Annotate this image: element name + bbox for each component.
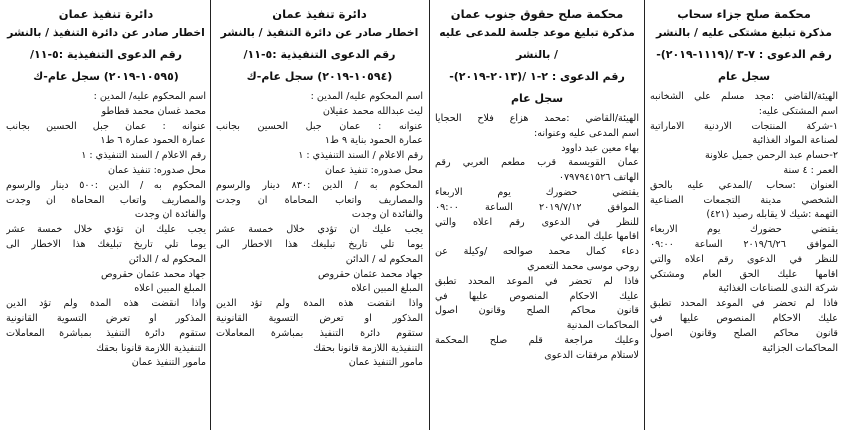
text-line: الموافق ٢٠١٩/٧/١٢ الساعة ٠٩:٠٠ [435, 201, 639, 213]
notice-body [435, 112, 639, 364]
text-line: قانون محاكم الصلح وقانون اصول [435, 305, 639, 317]
text-line: المحكوم به / الدين :٨٣٠ دينار والرسوم [216, 179, 423, 191]
notice-heading: مذكرة تبليغ موعد جلسة للمدعى عليه [439, 26, 635, 39]
text-line: عمان القويسمة قرب مطعم العربي رقم [435, 157, 639, 169]
text-line: للنظر في الدعوى رقم اعلاه والتي [435, 216, 639, 228]
notice-heading: اخطار صادر عن دائرة التنفيذ / بالنشر [7, 26, 205, 39]
text-line: يقتضي حضورك يوم الاربعاء [435, 186, 639, 198]
text-line: المحاكمات المدنية [566, 320, 639, 332]
text-line: روحي موسى محمد التعمري [527, 260, 639, 272]
text-line: الهاتف ٠٧٩٧٩٤١٥٢٦ [558, 172, 639, 184]
text-line: ٢-حسام عبد الرحمن جميل علاونة [704, 150, 838, 162]
text-line: الهيئة/القاضي :محمد هزاع فلاح الحجايا [435, 113, 639, 124]
text-line: الشخصي مدينة التجمعات الصناعية [650, 194, 838, 206]
text-line: بهاء معين عبد داوود [561, 142, 639, 154]
case-number: رقم الدعوى : ٧-٣ /(١١١٩-٢٠١٩)- [656, 48, 832, 61]
notice-body [650, 90, 838, 356]
text-line: والفائدة ان وجدت [134, 209, 206, 221]
text-line: المبلغ المبين اعلاه [134, 283, 206, 295]
case-number: رقم الدعوى التنفيذية :٥-١١/ [243, 48, 396, 61]
text-line: محل صدوره: تنفيذ عمان [324, 164, 423, 176]
text-line: لصناعة المواد الغذائية [752, 135, 838, 147]
text-line: المبلغ المبين اعلاه [351, 283, 423, 295]
text-line: يجب عليك ان تؤدي خلال خمسة عشر [216, 224, 423, 236]
column-rule [210, 0, 211, 430]
text-line: عليك الاحكام المنصوص عليها في [435, 290, 639, 302]
text-line: العمر : ٤ سنة [783, 164, 838, 176]
notice-body [216, 90, 423, 371]
text-line: اقامها عليك المدعي [560, 231, 639, 243]
text-line: محمد غسان محمد قطاطو [101, 105, 206, 117]
text-line: التنفيذية اللازمة قانونا بحقك [313, 342, 423, 354]
text-line: المحكوم له / الدائن [128, 253, 206, 265]
notice-heading: اخطار صادر عن دائرة التنفيذ / بالنشر [220, 26, 419, 39]
text-line: المحكوم به / الدين :٥٠٠ دينار والرسوم [6, 179, 206, 191]
register-label: سجل عام [510, 92, 564, 105]
text-line: ستقوم دائرة التنفيذ بمباشرة المعاملات [6, 327, 206, 339]
notice-body [6, 90, 206, 371]
text-line: عنوانه : عمان جبل الحسين بجانب [6, 120, 206, 132]
text-line: شركة الندى للصناعات الغذائية [718, 283, 838, 295]
text-line: اسم المشتكى عليه: [758, 105, 838, 117]
text-line: يقتضي حضورك يوم الاربعاء [650, 224, 838, 236]
text-line: فاذا لم تحضر في الموعد المحدد تطبق [650, 298, 838, 310]
text-line: العنوان :سحاب /المدعي عليه بالحق [650, 179, 838, 191]
case-number-continued: (١٠٥٩٥-٢٠١٩) سجل عام-ك [33, 70, 179, 83]
text-line: اسم المدعى عليه وعنوانه: [534, 127, 639, 139]
text-line: اسم المحكوم عليه/ المدين : [93, 91, 206, 102]
text-line: ليث عبدالله محمد عقيلان [322, 105, 423, 117]
text-line: اسم المحكوم عليه/ المدين : [310, 91, 423, 102]
text-line: يجب عليك ان تؤدي خلال خمسة عشر [6, 224, 206, 236]
text-line: واذا انقضت هذه المدة ولم تؤد الدين [6, 298, 206, 310]
text-line: جهاد محمد عثمان حقروص [100, 268, 206, 280]
column-rule [429, 0, 430, 430]
text-line: عمارة الحمود بناية ٩ ط١ [324, 135, 423, 147]
text-line: للنظر في الدعوى رقم اعلاه والتي [650, 253, 838, 265]
text-line: رقم الاعلام / السند التنفيذي : ١ [81, 150, 206, 162]
notice-court-south-amman [435, 0, 639, 430]
text-line: محل صدوره: تنفيذ عمان [107, 164, 206, 176]
text-line: يوما تلي تاريخ تبليغك هذا الاخطار الى [6, 238, 206, 250]
notice-title: دائرة تنفيذ عمان [272, 7, 367, 21]
notice-heading-continued: / بالنشر [516, 48, 558, 61]
text-line: فاذا لم تحضر في الموعد المحدد تطبق [435, 275, 639, 287]
case-number: رقم الدعوى : ٢-١ /(٢٠١٣-٢٠١٩)- [449, 70, 625, 83]
text-line: التهمة :شيك لا يقابله رصيد (٤٢١) [706, 209, 838, 221]
register-label: سجل عام [717, 70, 771, 83]
text-line: جهاد محمد عثمان حقروص [317, 268, 423, 280]
text-line: الموافق ٢٠١٩/٦/٢٦ الساعة ٠٩:٠٠ [650, 238, 838, 250]
notice-title: محكمة صلح حقوق جنوب عمان [450, 7, 624, 21]
text-line: والفائدة ان وجدت [351, 209, 423, 221]
text-line: المحاكمات الجزائية [762, 342, 838, 354]
text-line: والمصاريف واتعاب المحاماة ان وجدت [216, 194, 423, 206]
notice-execution-10594 [216, 0, 423, 430]
notice-title: دائرة تنفيذ عمان [58, 7, 154, 21]
text-line: رقم الاعلام / السند التنفيذي : ١ [298, 150, 423, 162]
text-line: وعليك مراجعة قلم صلح المحكمة [435, 334, 639, 346]
text-line: دعاء كمال محمد صوالحه /وكيلة عن [435, 246, 639, 258]
text-line: عليك الاحكام المنصوص عليها في [650, 312, 838, 324]
text-line: ستقوم دائرة التنفيذ بمباشرة المعاملات [216, 327, 423, 339]
case-number-continued: (١٠٥٩٤-٢٠١٩) سجل عام-ك [246, 70, 393, 83]
text-line: عنوانه : عمان جبل الحسين بجانب [216, 120, 423, 132]
text-line: لاستلام مرفقات الدعوى [544, 349, 639, 361]
notice-court-sahab [650, 0, 838, 430]
signature-line: مامور التنفيذ عمان [348, 357, 423, 369]
text-line: ١-شركة المنتجات الاردنية الاماراتية [650, 120, 838, 132]
text-line: والمصاريف واتعاب المحاماة ان وجدت [6, 194, 206, 206]
notice-execution-10595 [6, 0, 206, 430]
text-line: التنفيذية اللازمة قانونا بحقك [96, 342, 206, 354]
text-line: عمارة الحمود عمارة ٦ ط١ [100, 135, 206, 147]
text-line: الهيئة/القاضي :مجد مسلم علي الشخانبه [650, 91, 838, 102]
text-line: واذا انقضت هذه المدة ولم تؤد الدين [216, 298, 423, 310]
notice-heading: مذكرة تبليغ مشتكى عليه / بالنشر [656, 26, 832, 39]
text-line: المذكور او تعرض التسوية القانونية [6, 312, 206, 324]
text-line: المحكوم له / الدائن [345, 253, 423, 265]
text-line: اقامها عليك الحق العام ومشتكي [650, 268, 838, 280]
case-number: رقم الدعوى التنفيذية :٥-١١/ [29, 48, 182, 61]
notice-title: محكمة صلح جزاء سحاب [677, 7, 811, 21]
text-line: المذكور او تعرض التسوية القانونية [216, 312, 423, 324]
column-rule [644, 0, 645, 430]
text-line: قانون محاكم الصلح وقانون اصول [650, 327, 838, 339]
text-line: يوما تلي تاريخ تبليغك هذا الاخطار الى [216, 238, 423, 250]
signature-line: مامور التنفيذ عمان [131, 357, 206, 369]
